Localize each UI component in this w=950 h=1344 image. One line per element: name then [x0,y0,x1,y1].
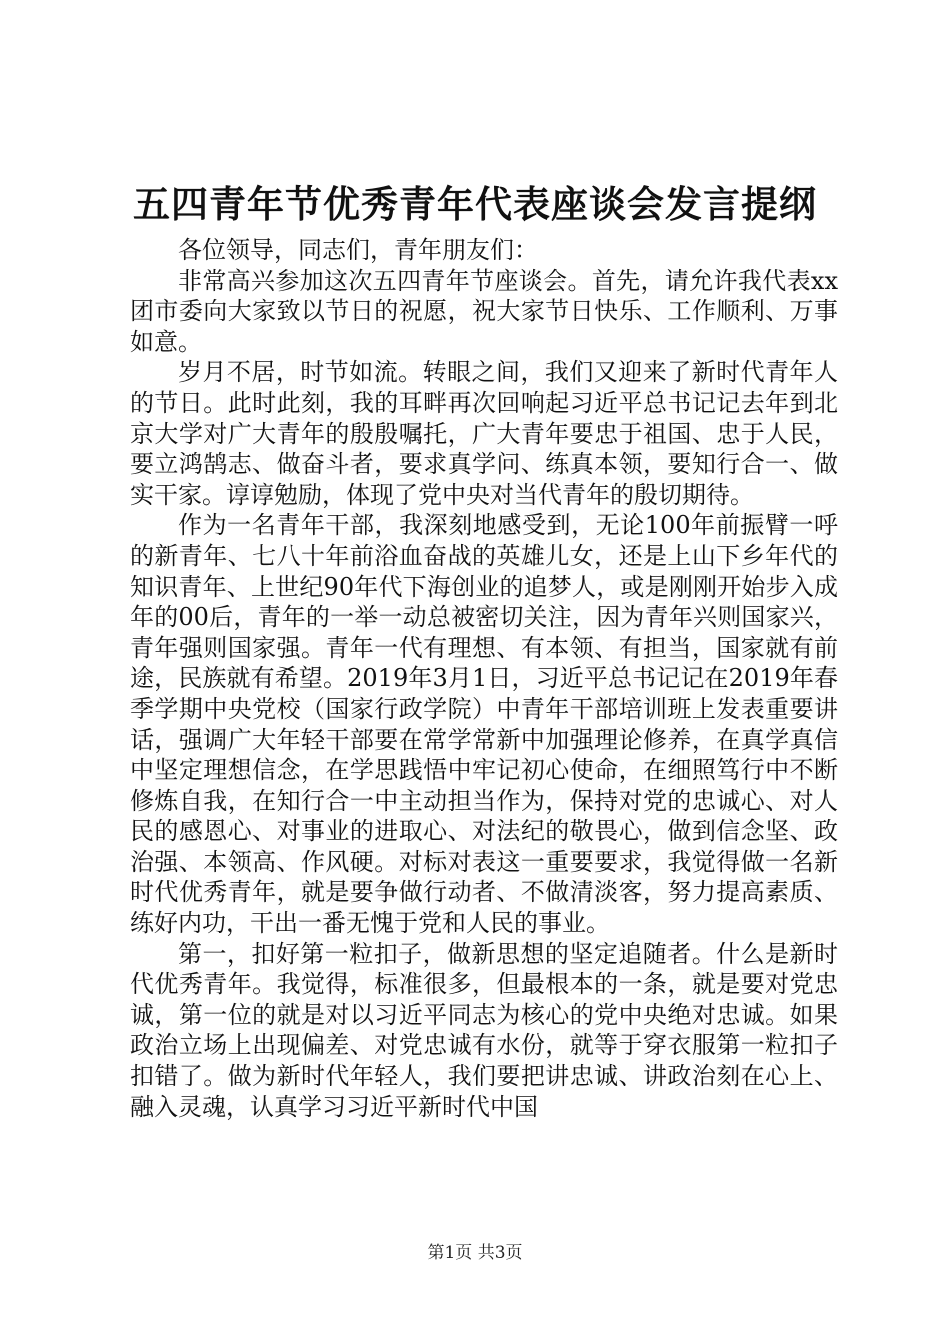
document-body [130,235,838,1122]
document-title: 五四青年节优秀青年代表座谈会发言提纲 [133,182,817,226]
page-footer: 第1页 共3页 [427,1243,523,1263]
salutation-paragraph: 各位领导，同志们，青年朋友们： [178,236,538,264]
body-paragraph: 第一，扣好第一粒扣子，做新思想的坚定追随者。什么是新时代优秀青年。我觉得，标准很多，但最根本的一条，就是要对党忠诚，第一位的就是对以习近平同志为核心的党中央绝对忠诚。如果政治立场上出现偏差、对党忠诚有水份，就等于穿衣服第一粒扣子扣错了。做为新时代年轻人，我们要把讲忠诚、讲政治刻在心上、融入灵魂，认真学习习近平新时代中国 [130,939,838,1121]
body-paragraph: 作为一名青年干部，我深刻地感受到，无论100年前振臂一呼的新青年、七八十年前浴血奋战的英雄儿女，还是上山下乡年代的知识青年、上世纪90年代下海创业的追梦人，或是刚刚开始步入成年的00后，青年的一举一动总被密切关注，因为青年兴则国家兴，青年强则国家强。青年一代有理想、有本领、有担当，国家就有前途，民族就有希望。2019年3月1日，习近平总书记记在2019年春季学期中央党校（国家行政学院）中青年干部培训班上发表重要讲话，强调广大年轻干部要在常学常新中加强理论修养，在真学真信中坚定理想信念，在学思践悟中牢记初心使命，在细照笃行中不断修炼自我，在知行合一中主动担当作为，保持对党的忠诚心、对人民的感恩心、对事业的进取心、对法纪的敬畏心，做到信念坚、政治强、本领高、作风硬。对标对表这一重要要求，我觉得做一名新时代优秀青年，就是要争做行动者、不做清淡客，努力提高素质、练好内功，干出一番无愧于党和人民的事业。 [130,511,838,938]
opening-paragraph: 非常高兴参加这次五四青年节座谈会。首先，请允许我代表xx团市委向大家致以节日的祝愿，祝大家节日快乐、工作顺利、万事如意。 [130,266,838,356]
body-paragraph: 岁月不居，时节如流。转眼之间，我们又迎来了新时代青年人的节日。此时此刻，我的耳畔再次回响起习近平总书记记去年到北京大学对广大青年的殷殷嘱托，广大青年要忠于祖国、忠于人民，要立鸿鹄志、做奋斗者，要求真学问、练真本领，要知行合一、做实干家。谆谆勉励，体现了党中央对当代青年的殷切期待。 [130,358,838,509]
